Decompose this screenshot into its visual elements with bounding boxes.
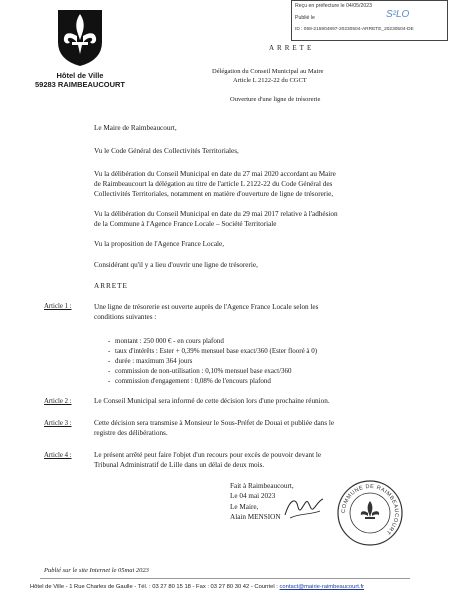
footer-email-link[interactable]: contact@mairie-raimbeaucourt.fr xyxy=(279,584,365,590)
vu-deliberation-2020-line: Vu la délibération du Conseil Municipal en date du 27 mai 2020 accordant au Maire xyxy=(94,170,336,178)
prefecture-receipt-stamp xyxy=(291,0,448,41)
vu-code: Vu le Code Général des Collectivités Territoriales, xyxy=(94,147,239,155)
publication-note: Publié sur le site Internet le 05mai 2023 xyxy=(44,567,149,574)
vu-deliberation-2017-line: Vu la délibération du Conseil Municipal en date du 29 mai 2017 relative à l'adhésion xyxy=(94,210,338,218)
article-3-label: Article 3 : xyxy=(44,420,72,427)
considerant: Considérant qu'il y a lieu d'ouvrir une ligne de trésorerie, xyxy=(94,261,258,269)
subtitle-delegation: Délégation du Conseil Municipal au Maire xyxy=(212,68,324,75)
footer-address-text: Hôtel de Ville - 1 Rue Charles de Gaulle - Tél. : 03 27 80 15 18 - Fax : 03 27 80 30 42 - Courriel : xyxy=(30,584,278,590)
article-4-label: Article 4 : xyxy=(44,452,72,459)
signature-date: Le 04 mai 2023 xyxy=(230,492,276,500)
vu-deliberation-2020-line: de Raimbeaucourt la délégation au titre de l'article L 2122-22 du Code Général des xyxy=(94,180,333,188)
article-1-text-line: Une ligne de trésorerie est ouverte auprès de l'Agence France Locale selon les xyxy=(94,303,319,311)
vu-deliberation-2017-line: de la Commune à l'Agence France Locale – Société Territoriale xyxy=(94,220,277,228)
vu-deliberation-2020-line: Collectivités Territoriales, notamment en matière d'ouverture de ligne de trésorerie, xyxy=(94,190,334,198)
condition-item: - montant : 250 000 € - en cours plafond xyxy=(108,337,224,345)
signature-place: Fait à Raimbeaucourt, xyxy=(230,482,294,490)
article-4-text-line: Le présent arrêté peut faire l'objet d'un recours pour excès de pouvoir devant le xyxy=(94,451,322,459)
signature-name: Alain MENSION xyxy=(230,513,281,521)
receipt-id: ID : 059-215904897-20230504-ARRETE_20230504-DE xyxy=(295,27,414,32)
condition-item: - taux d'intérêts : Ester + 0,39% mensuel base exact/360 (Ester flooré à 0) xyxy=(108,347,318,355)
condition-item: - commission d'engagement : 0,08% de l'encours plafond xyxy=(108,377,271,385)
town-crest-logo xyxy=(55,8,105,68)
town-hall-label: Hôtel de Ville xyxy=(56,71,104,80)
condition-item: - durée : maximum 364 jours xyxy=(108,357,193,365)
article-2-text: Le Conseil Municipal sera informé de cette décision lors d'une prochaine réunion. xyxy=(94,397,330,405)
receipt-mark: S²LO xyxy=(386,9,410,20)
article-3-text-line: registre des délibérations. xyxy=(94,429,168,437)
signature-role: Le Maire, xyxy=(230,503,259,511)
article-4-text-line: Tribunal Administratif de Lille dans un délai de deux mois. xyxy=(94,461,265,469)
handwritten-signature xyxy=(282,493,327,523)
article-1-conditions-list xyxy=(108,336,317,386)
receipt-date: Reçu en préfecture le 04/05/2023 xyxy=(295,3,373,9)
receipt-published: Publié le xyxy=(295,15,315,21)
document-subject: Ouverture d'une ligne de trésorerie xyxy=(230,96,321,103)
town-postcode-name: 59283 RAIMBEAUCOURT xyxy=(34,80,126,89)
article-2-label: Article 2 : xyxy=(44,398,72,405)
condition-item: - commission de non-utilisation : 0,10% mensuel base exact/360 xyxy=(108,367,292,375)
stamp-text: COMMUNE DE RAIMBEAUCOURT xyxy=(340,483,400,536)
mayor-heading: Le Maire de Raimbeaucourt, xyxy=(94,124,177,132)
article-3-text-line: Cette décision sera transmise à Monsieur le Sous-Préfet de Douai et publiée dans le xyxy=(94,419,335,427)
article-1-label: Article 1 : xyxy=(44,303,72,310)
town-hall-seal-stamp xyxy=(336,479,404,547)
footer-address xyxy=(30,584,364,590)
arrete-heading: ARRETE xyxy=(94,282,128,290)
document-title: ARRETE xyxy=(269,44,315,52)
article-1-text-line: conditions suivantes : xyxy=(94,313,157,321)
footer-divider xyxy=(40,578,410,579)
subtitle-article: Article L 2122-22 du CGCT xyxy=(233,77,307,84)
vu-proposal: Vu la proposition de l'Agence France Locale, xyxy=(94,240,224,248)
